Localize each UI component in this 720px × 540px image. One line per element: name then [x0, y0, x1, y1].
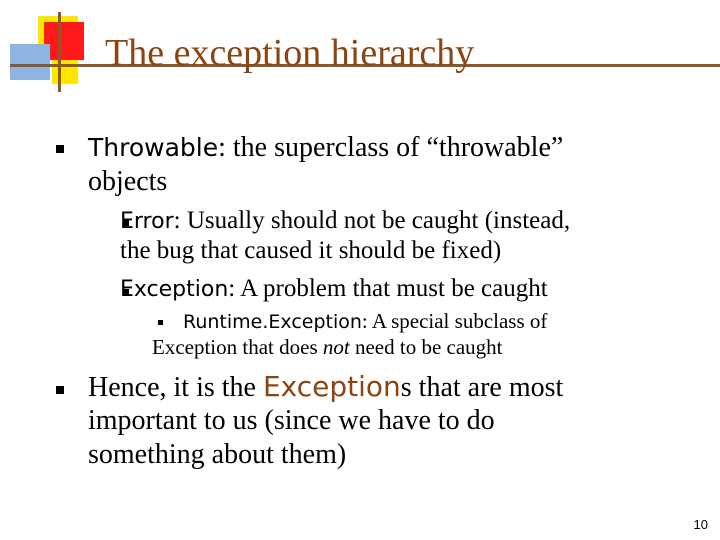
slide-title: The exception hierarchy [105, 32, 475, 74]
bullet-square-icon [56, 386, 64, 394]
code-exception-highlight: Exception [262, 370, 401, 403]
bullet-hence-line3: something about them) [88, 439, 347, 470]
red-square-decoration [44, 22, 84, 60]
bullet-hence: Hence, it is the Exceptions that are most [88, 370, 564, 403]
code-runtime-exception: Runtime.Exception [183, 311, 362, 333]
bullet-exception: Exception: A problem that must be caught [120, 275, 548, 302]
bullet-throwable-line2: objects [88, 166, 168, 197]
bullet-error-line2: the bug that caused it should be fixed) [120, 237, 502, 264]
code-error: Error [120, 209, 174, 234]
page-number: 10 [693, 517, 708, 532]
bullet-hence-line2: important to us (since we have to do [88, 405, 495, 436]
bullet-error: Error: Usually should not be caught (instead, [120, 207, 571, 234]
code-exception: Exception [120, 277, 229, 302]
bullet-runtime-exception-line2: Exception that does not need to be caught [152, 335, 503, 359]
bullet-throwable: Throwable: the superclass of “throwable” [88, 132, 564, 163]
bullet-square-icon [158, 320, 163, 325]
code-throwable: Throwable [88, 133, 219, 162]
blue-square-decoration [10, 44, 50, 80]
bullet-runtime-exception: Runtime.Exception: A special subclass of [183, 309, 548, 333]
vertical-rule-decoration [58, 12, 61, 92]
bullet-square-icon [56, 145, 64, 153]
